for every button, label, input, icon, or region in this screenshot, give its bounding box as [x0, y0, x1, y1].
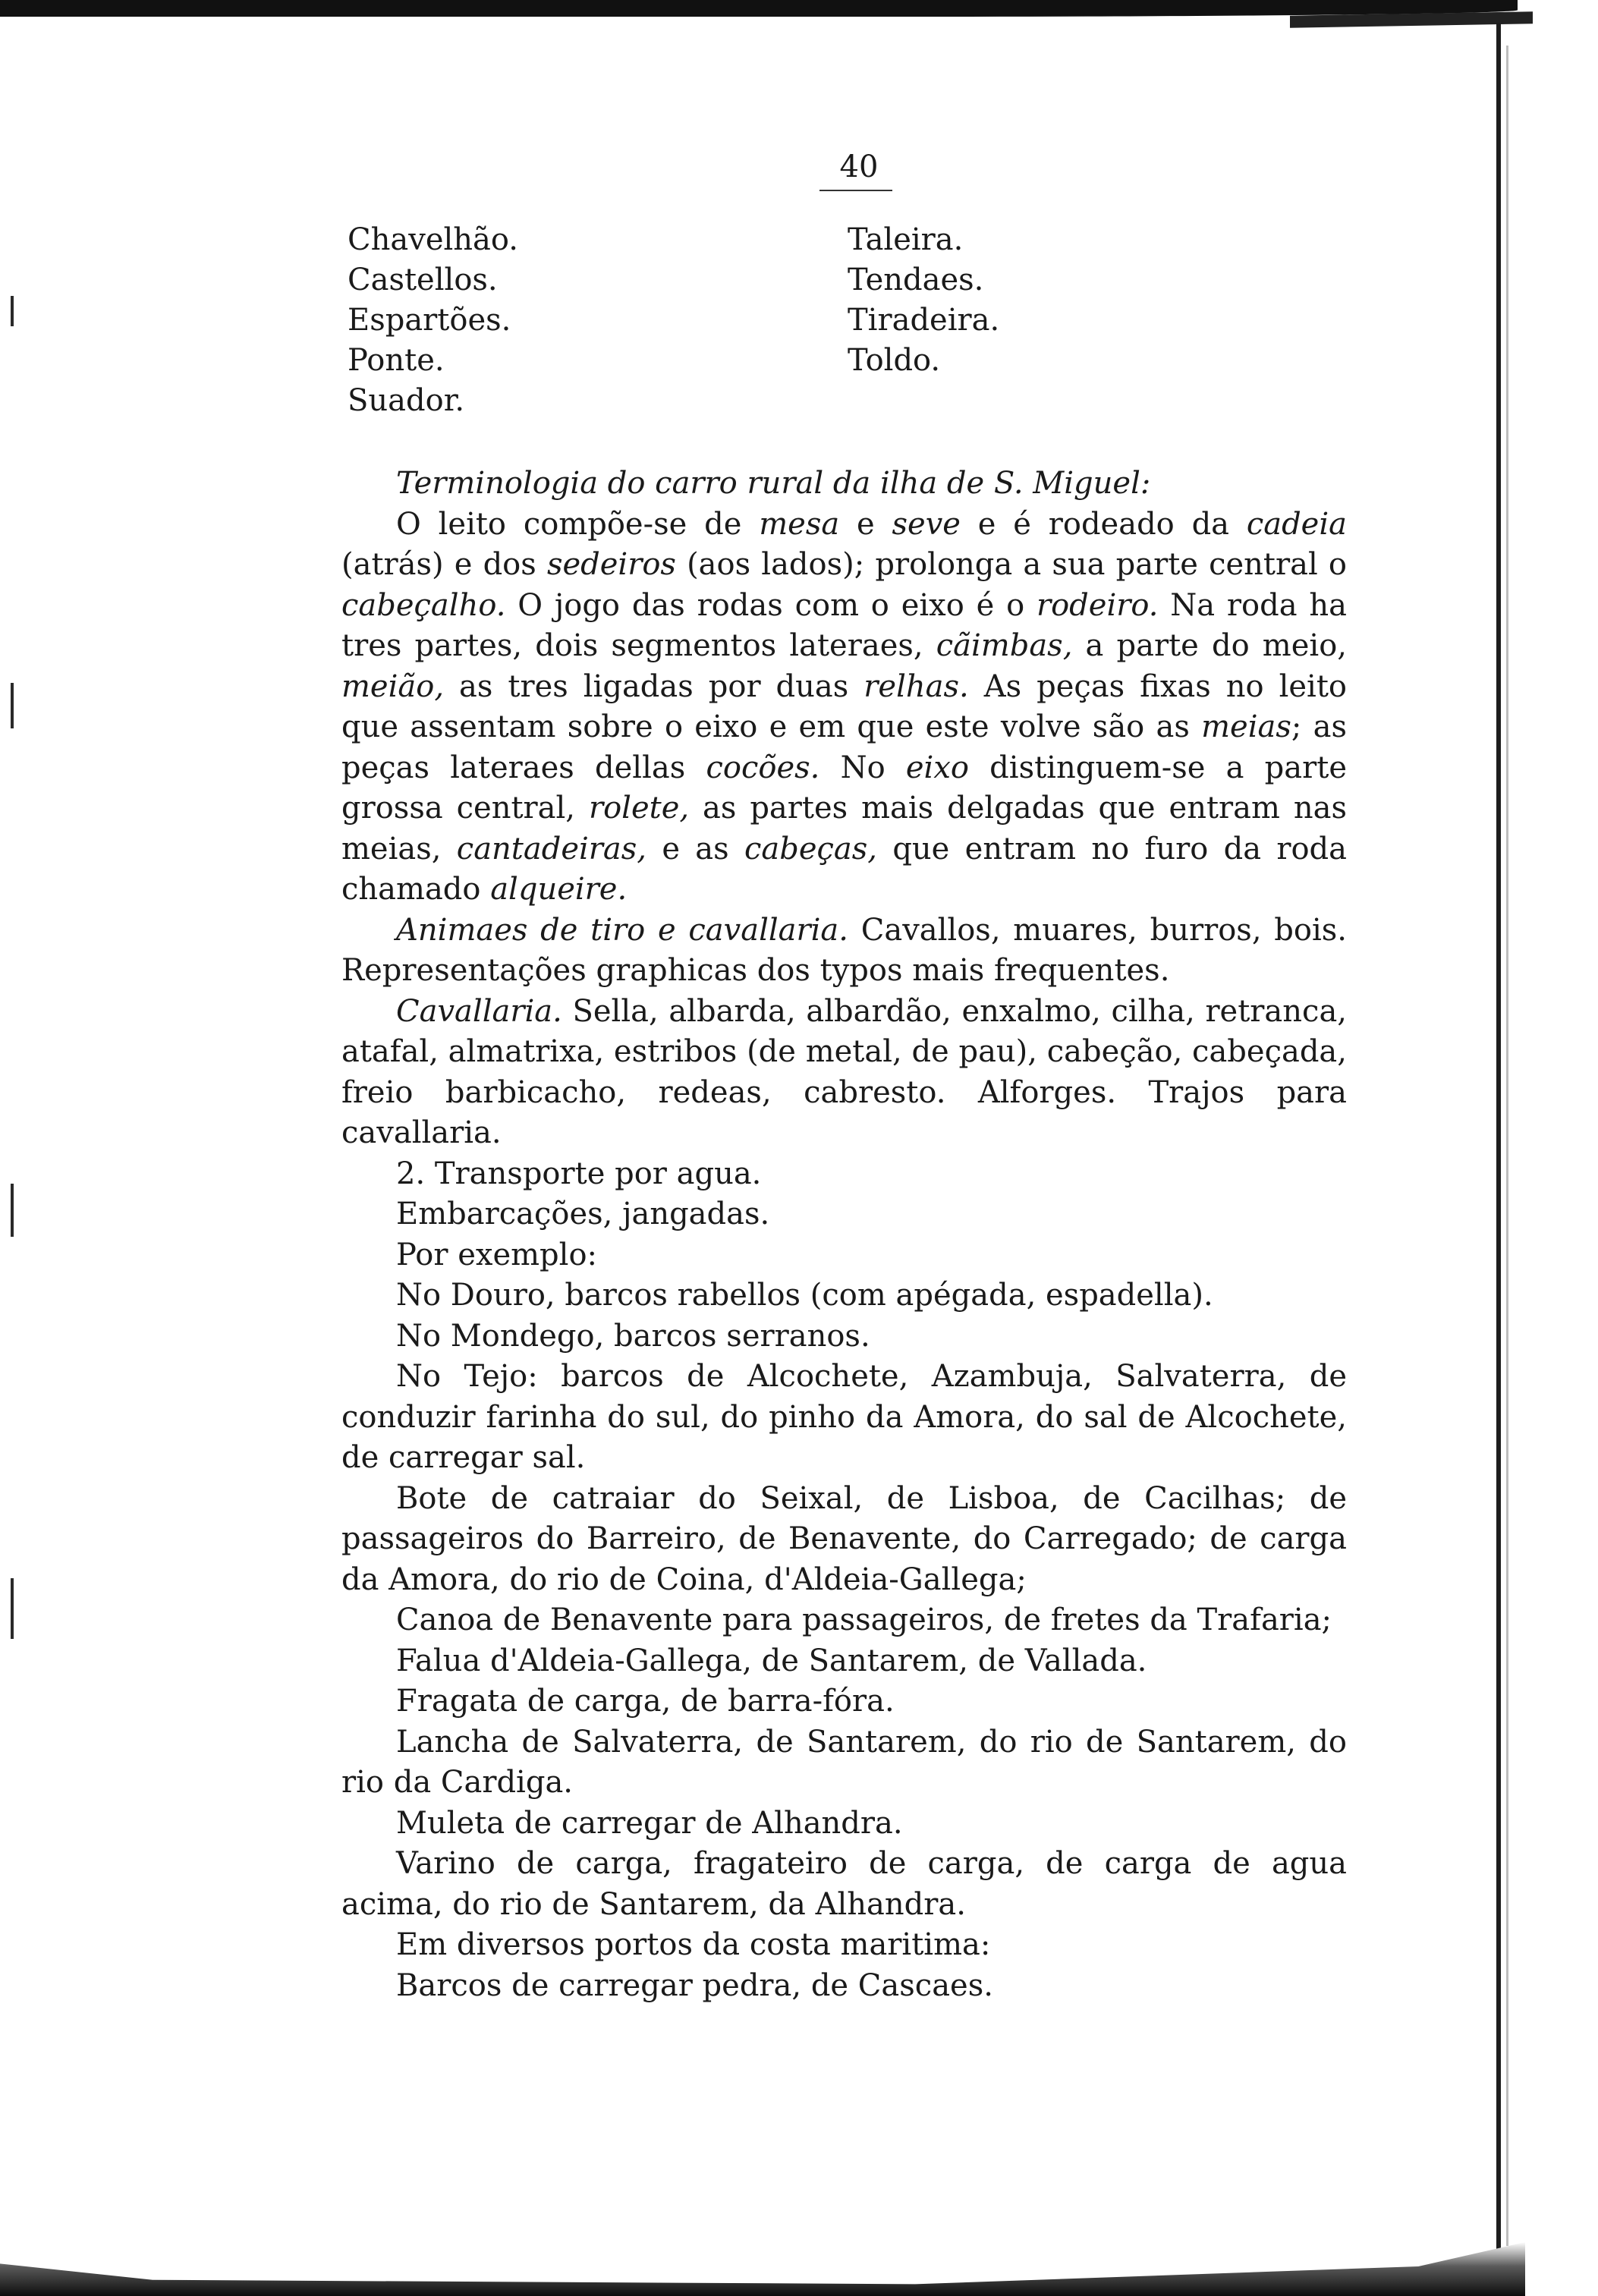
paragraph-carro [341, 505, 1347, 911]
text-run: (atrás) e dos [341, 547, 547, 582]
paragraph: Barcos de carregar pedra, de Cascaes. [396, 1967, 993, 2003]
term: Animaes de tiro e cavallaria. [396, 912, 848, 948]
page-number-rule [819, 190, 892, 191]
term: cabeçalho. [341, 587, 506, 623]
text-run: ; as peças lateraes dellas [341, 709, 1347, 785]
paragraph: Canoa de Benavente para passageiros, de fretes da Trafaria; [396, 1602, 1332, 1637]
text-run: as tres ligadas por duas [444, 668, 864, 704]
scan-mark-left [11, 1184, 14, 1237]
term: cadeia [1246, 506, 1347, 542]
scan-mark-left [11, 1578, 14, 1639]
text-run: Cavallos, muares, burros, bois. Representações graphicas dos typos mais frequentes. [341, 912, 1347, 988]
paragraph: Varino de carga, fragateiro de carga, de carga de agua acima, do rio de Santarem, da Alhandra. [341, 1846, 1347, 1922]
term: eixo [905, 750, 969, 785]
list-item: Espartões. [348, 303, 511, 338]
text-run: a parte do meio, [1072, 628, 1347, 663]
term: meião, [341, 668, 445, 704]
text-run: O leito compõe-se de [396, 506, 760, 542]
list-item: Taleira. [848, 222, 964, 257]
term: relhas. [863, 668, 969, 704]
text-run: e as [646, 831, 744, 867]
term: meias [1201, 709, 1291, 744]
paragraph: No Douro, barcos rabellos (com apégada, espadella). [396, 1278, 1213, 1313]
section-heading [341, 464, 1347, 505]
scan-edge-top [0, 0, 1518, 17]
text-run: que entram no furo da roda chamado [341, 831, 1347, 907]
text-run: (aos lados); prolonga a sua parte central o [675, 547, 1347, 582]
list-item: Tiradeira. [848, 303, 1000, 338]
paragraph: No Mondego, barcos serranos. [396, 1318, 870, 1354]
paragraph: No Tejo: barcos de Alcochete, Azambuja, Salvaterra, de conduzir farinha do sul, do pinho da Amora, do sal de Alcochete, de carregar sal. [341, 1359, 1347, 1475]
paragraph: Embarcações, jangadas. [396, 1197, 770, 1231]
section-heading-text: Terminologia do carro rural da ilha de S. Miguel: [396, 466, 1151, 501]
paragraph-cavallaria [341, 992, 1347, 1154]
paragraph: Bote de catraiar do Seixal, de Lisboa, de Cacilhas; de passageiros do Barreiro, de Benavente, do Carregado; de carga da Amora, do rio de Coina, d'Aldeia-Gallega; [341, 1480, 1347, 1597]
term: alqueire. [490, 872, 628, 907]
term: rolete, [588, 791, 690, 826]
term: seve [892, 506, 961, 542]
scan-edge-right [1496, 23, 1501, 2269]
body-text [341, 464, 1347, 2006]
paragraph: Lancha de Salvaterra, de Santarem, do rio de Santarem, do rio da Cardiga. [341, 1724, 1347, 1800]
text-run: Sella, albarda, albardão, enxalmo, cilha, retranca, atafal, almatrixa, estribos (de metal, de pau), cabeção, cabeçada, freio barbicacho, redeas, cabresto. Alforges. Trajos para cavallaria. [341, 993, 1347, 1150]
term: mesa [759, 506, 840, 542]
paragraph: Fragata de carga, de barra-fóra. [396, 1684, 895, 1719]
list-item: Toldo. [848, 343, 941, 378]
paragraph-animaes [341, 911, 1347, 992]
page-number: 40 [839, 149, 879, 184]
term-list-right [848, 220, 999, 381]
text-run: O jogo das rodas com o eixo é o [505, 587, 1036, 623]
text-run: distinguem-se a parte grossa central, [341, 750, 1347, 826]
text-run: No [819, 750, 906, 785]
list-item: Chavelhão. [348, 222, 518, 257]
list-item: Suador. [348, 383, 465, 418]
paragraph: 2. Transporte por agua. [396, 1156, 762, 1191]
term: cabeças, [744, 831, 878, 867]
term: sedeiros [546, 547, 676, 582]
term-list-left [348, 220, 518, 421]
list-item: Ponte. [348, 343, 445, 378]
text-run: Na roda ha tres partes, dois segmentos lateraes, [341, 587, 1347, 663]
scan-mark-left [11, 683, 14, 728]
text-run: e é rodeado da [960, 506, 1247, 542]
term: cocões. [706, 750, 820, 785]
paragraph: Muleta de carregar de Alhandra. [396, 1805, 903, 1841]
term: cantadeiras, [456, 831, 647, 867]
paragraph: Por exemplo: [396, 1237, 597, 1272]
scan-edge-bottom [0, 2242, 1525, 2296]
paragraph: Em diversos portos da costa maritima: [396, 1927, 991, 1962]
list-item: Castellos. [348, 263, 498, 297]
text-run: As peças fixas no leito que assentam sobre o eixo e em que este volve são as [341, 668, 1347, 744]
text-run: as partes mais delgadas que entram nas meias, [341, 791, 1347, 867]
term: Cavallaria. [396, 993, 562, 1029]
scan-mark-left [11, 296, 14, 326]
scan-edge-right-shadow [1506, 46, 1508, 2246]
term: rodeiro. [1036, 587, 1159, 623]
term: cãimbas, [936, 628, 1073, 663]
paragraph: Falua d'Aldeia-Gallega, de Santarem, de Vallada. [396, 1643, 1147, 1678]
list-item: Tendaes. [848, 263, 984, 297]
text-run: e [839, 506, 892, 542]
